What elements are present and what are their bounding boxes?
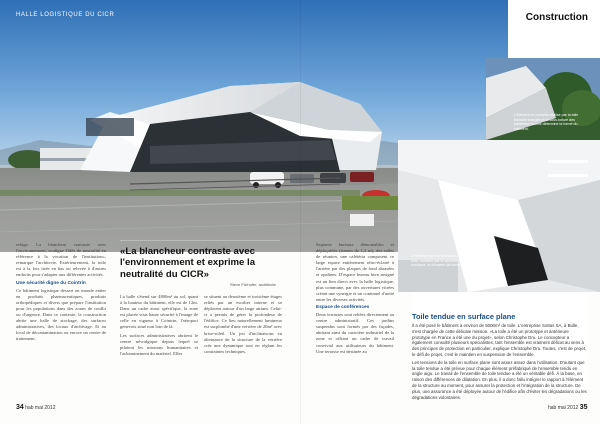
text-column-1 — [16, 242, 106, 345]
paragraph: Septante bureaux démontables et déplaçables (trames de 1,2 m), des salles de réunion, une cafétéria composent ce large espace entièrement rétro-éclairé à l'arrière par des plaques de fond abrasées et opalines. D'espace bureau bien assigné est un lien direct avec la halle logistique, plus commune, par des ouvertures vitrées créant une synergie et un continuel d'unité entre les diverses activités. — [316, 242, 394, 302]
section-label: HALLE LOGISTIQUE DU CICR — [16, 12, 115, 18]
text-column-2 — [120, 294, 198, 359]
page-number: 34 — [16, 404, 24, 411]
quote-rule — [120, 240, 280, 241]
page-number: 35 — [579, 404, 588, 411]
paragraph: Ce bâtiment logistique dessert en monde entier en produits pharmaceutiques, produits orthopédiques et divers que prépare l'institution pour les populations dans des zones de conflit ou d'urgence. Dans ce contexte, la construction abrite une halle de stockage, des surfaces administratives, des locaux d'archivage. Et au local de décontamination ou encore un centre de traitement. — [16, 287, 106, 342]
magazine-name: hab — [25, 405, 34, 411]
page-gutter — [300, 0, 301, 424]
interior-photo — [398, 140, 600, 292]
box-text — [412, 323, 588, 400]
text-column-3 — [204, 294, 282, 357]
paragraph: Les tensions de la toile en surface plane sont assez assez dans l'utilisation. D'autant que la toile tendue a été prévue pour chaque élément préfabriqué de l'ensemble tendu en angle aigu. Le travail de l'ensemble de toile tendue a été un véritable défi. À la base, en raison des différences de dilatation. En plus, il a donc fallu intégrer le rapport à l'élément de la structure au moment, pour assurer la protection et l'intégration de la structure. De plus, une assurance a été déployée autour de l'édifice afin d'éviter les dégradations ou les dégradations volontaires. — [412, 359, 587, 400]
rubric-title: Construction — [525, 12, 588, 23]
subheading: Espace de conférences — [316, 304, 370, 310]
pull-quote: «La blancheur contraste avec l'environnement et exprime la neutralité du CICR» — [120, 246, 256, 280]
box-title: Toile tendue en surface plane — [412, 312, 516, 321]
paragraph: La halle s'étend sur 4800m² au sol, quant à la hauteur du bâtiment, elle est de 12m. Dans un cadre aussi spécifique, la zone est placée sous haute sécurité à l'image de celle en vigueur à Cointrin, l'aéroport genevois situé non loin de là. — [120, 294, 198, 330]
magazine-name: hab — [548, 405, 557, 411]
footer-left — [16, 404, 56, 411]
interior-photo-caption: L'intérieur reprend la tension de la toile, modelée par le caractère lumineux, et à travers de lumière. — [411, 254, 466, 267]
quote-author: Steve Fürhofer, architecte — [230, 282, 276, 287]
subheading: Une sécurité digne du Cointrin — [16, 280, 86, 286]
issue-date: mai 2012 — [34, 405, 56, 411]
paragraph: Deux terrasses sont reliées directement au centre administratif. Ces jardins suspendus sont formés par des façades, abritant ainsi du caractère industriel de la zone et offrant un cadre de travail convivial aux utilisateurs du bâtiment. Une terrasse est destinée au — [316, 312, 394, 354]
issue-date: mai 2012 — [557, 405, 579, 411]
paragraph: refuge. La blancheur contraste avec l'environnement, souligne l'idée de neutralité en référence à la vocation de l'institution», remarque l'architecte. Extérieurement, la toile est à la fois tirée en bas ou relevée à d'autres endroits pour s'adapter aux différentes activités. — [16, 242, 106, 278]
paragraph: se situent au deuxième et troisième étages reliés par un escalier interne et se déploient autour d'un large atrium. Celui-ci a permis de gérer la profondeur de l'édifice. Ce lieu naturellement lumineux est surplombé d'une verrière de 20m² avec brise-soleil. Un jeu d'inclinaisons en alternance de la structure de la verrière crée une dynamique tout en réglant les contraintes techniques. — [204, 294, 282, 354]
paragraph: Il a été posé le bâtiment à environ de 5000m² de toile. L'entreprise Sottas SA, à Bulle, s'est chargée de cette délicate mission. «La toile a été un prototype et antérieure prototype en France a été une du projet», selon Christophe Dru. Le concepteur a également consulté plusieurs spécialistes, tant l'ensemble est vraiment délicat au sens à des principes de protection en particulier, explique Christophe Dru. Toutes, c'est de projet, le défi de projet, c'est le maintien en suspension de l'ensemble. — [412, 323, 587, 357]
footer-right — [548, 404, 588, 411]
paragraph: Les surfaces administratives abritent le centre névralgique depuis lequel se pilotent les missions humanitaires et l'acheminement du matériel. Elles — [120, 332, 198, 356]
sidebar-box — [412, 292, 588, 400]
text-column-4 — [316, 242, 394, 357]
top-photo-caption: L'élément en corniche réalisé par la toile blanche chargée et la sous-toiture des panneaux fournis détermine la forme du bâtiment. — [514, 113, 579, 131]
